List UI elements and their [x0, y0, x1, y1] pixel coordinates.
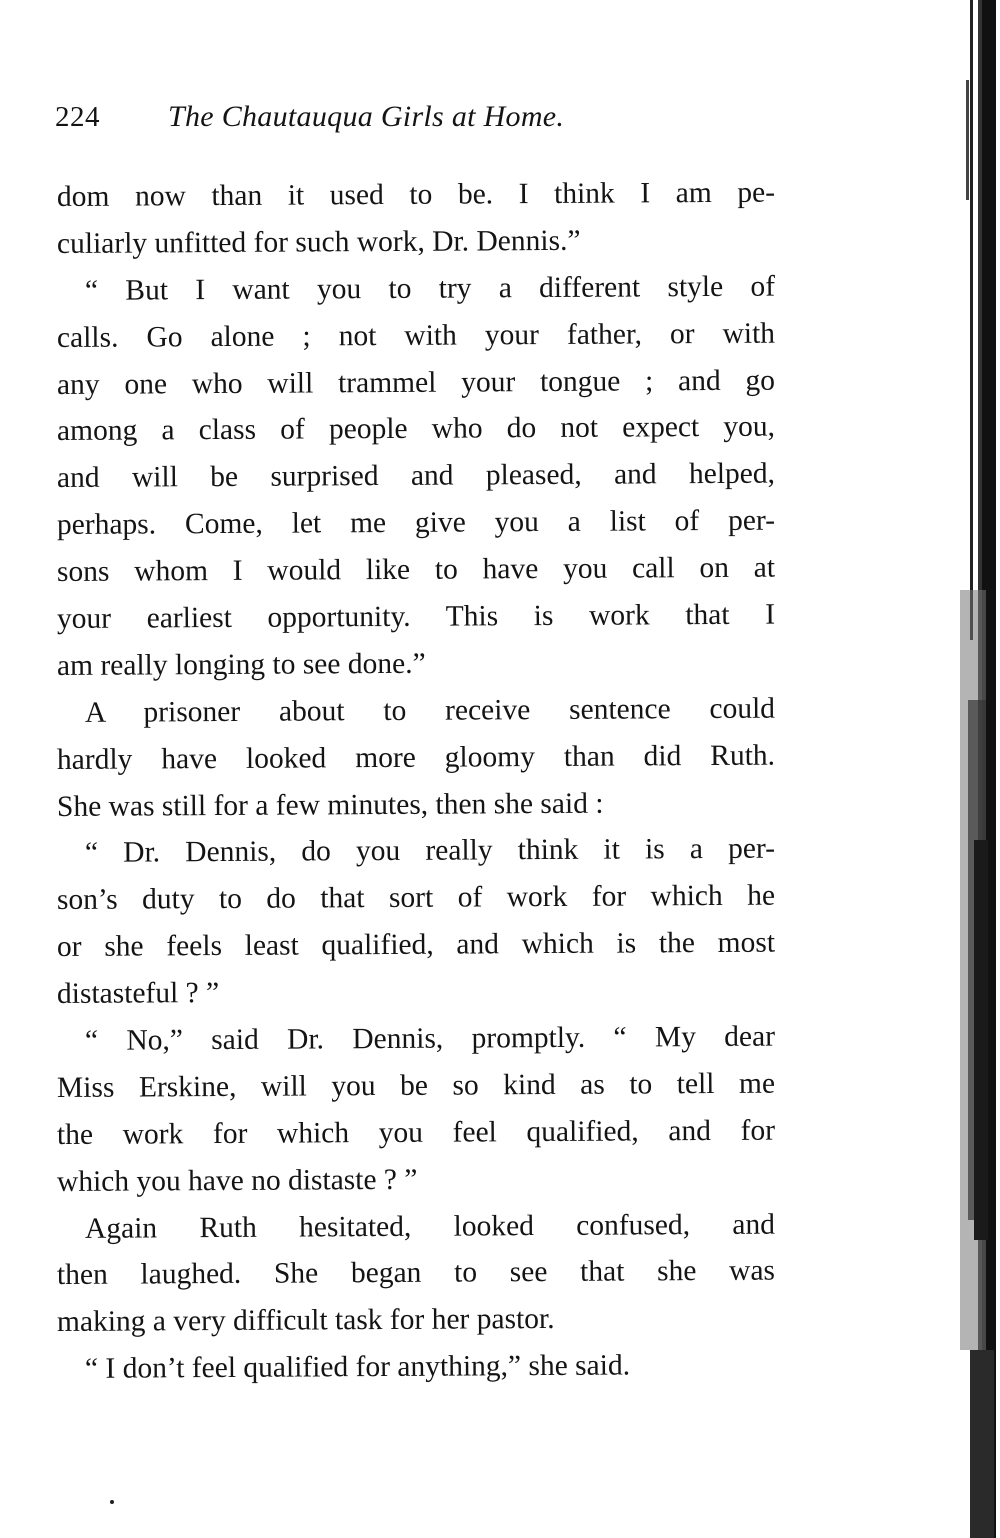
text-line: or she feels least qualified, and which is the most	[56, 926, 776, 964]
text-line: among a class of people who do not expect you,	[56, 411, 776, 448]
text-line: Again Ruth hesitated, looked confused, and	[84, 1208, 776, 1245]
text-line: hardly have looked more gloomy than did Ruth.	[56, 739, 776, 776]
binding-edge-shadow	[930, 0, 1000, 1538]
text-line: distasteful ? ”	[56, 977, 220, 1011]
text-line: sons whom I would like to have you call on at	[56, 551, 776, 589]
body-text	[57, 174, 775, 1393]
text-line: which you have no distaste ? ”	[56, 1163, 418, 1198]
text-line: making a very difficult task for her pastor.	[56, 1303, 555, 1339]
text-line: Miss Erskine, will you be so kind as to tell me	[56, 1067, 776, 1104]
text-line: “ No,” said Dr. Dennis, promptly. “ My dear	[84, 1020, 776, 1057]
text-line: perhaps. Come, let me give you a list of per-	[56, 504, 776, 542]
text-line: “ I don’t feel qualified for anything,” she said.	[84, 1349, 631, 1386]
text-line: and will be surprised and pleased, and helped,	[56, 457, 776, 495]
text-line: A prisoner about to receive sentence could	[84, 692, 776, 729]
page-header	[55, 100, 755, 140]
text-line: your earliest opportunity. This is work that I	[56, 598, 776, 636]
text-line: She was still for a few minutes, then she said :	[56, 787, 604, 823]
ink-speck	[110, 1500, 114, 1504]
text-line: “ Dr. Dennis, do you really think it is a per-	[84, 833, 776, 870]
text-line: then laughed. She began to see that she was	[56, 1255, 776, 1292]
text-line: dom now than it used to be. I think I am pe-	[56, 176, 776, 213]
text-line: the work for which you feel qualified, and for	[56, 1114, 776, 1151]
running-title: The Chautauqua Girls at Home.	[168, 100, 565, 133]
text-line: “ But I want you to try a different style of	[84, 270, 776, 307]
page-number: 224	[55, 101, 100, 133]
text-line: am really longing to see done.”	[56, 647, 426, 682]
text-line: calls. Go alone ; not with your father, or with	[56, 317, 776, 354]
text-line: any one who will trammel your tongue ; and go	[56, 364, 776, 401]
text-line: son’s duty to do that sort of work for which he	[56, 879, 776, 917]
text-line: culiarly unfitted for such work, Dr. Dennis.”	[56, 224, 581, 260]
